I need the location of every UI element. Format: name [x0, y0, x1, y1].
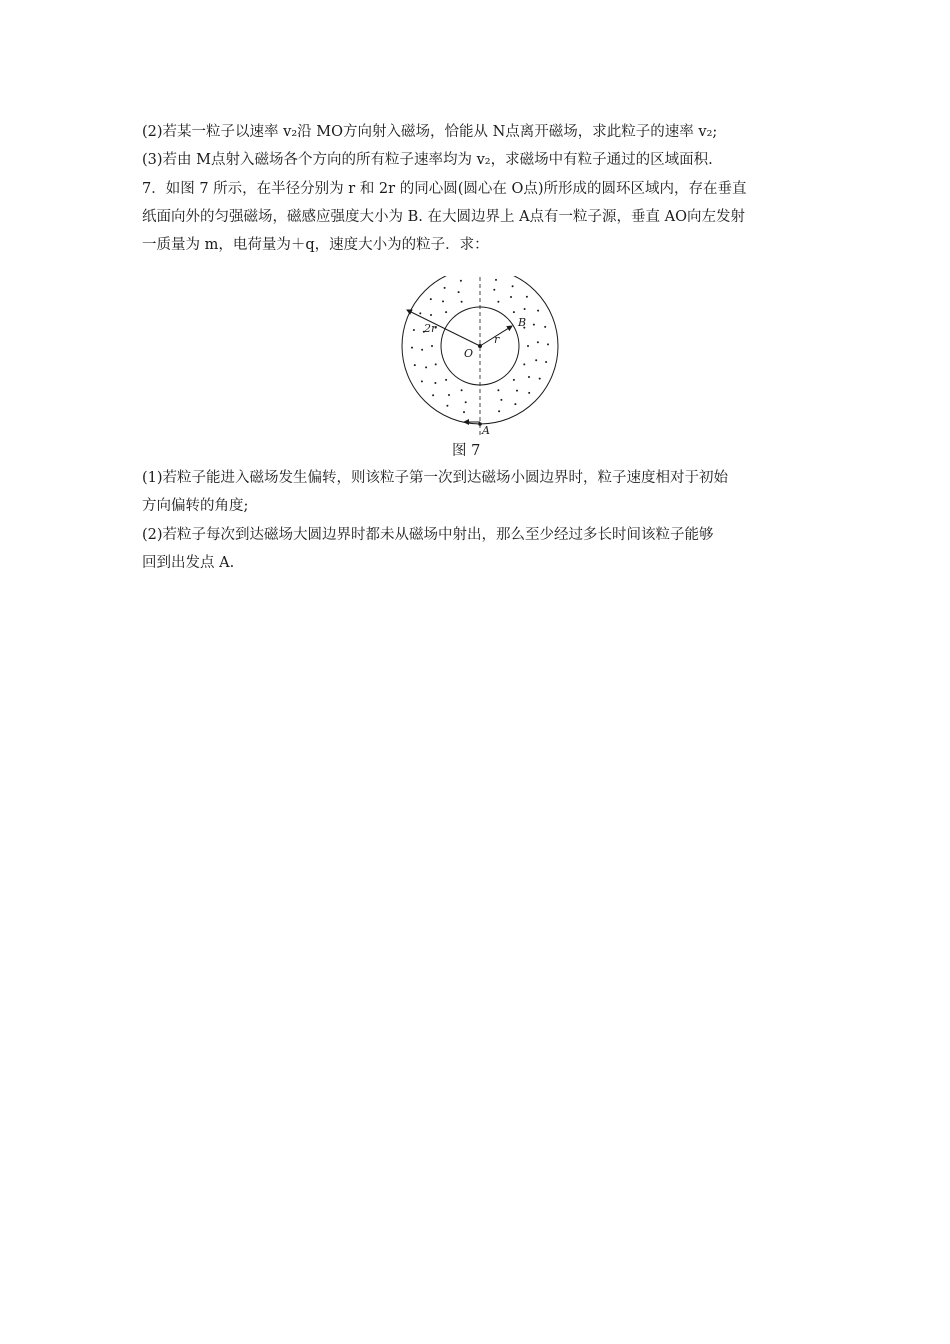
field-dot [524, 308, 526, 310]
radius-2r-arrow [407, 310, 480, 346]
field-dot [497, 389, 499, 391]
question-6-part-3: (3)若由 M点射入磁场各个方向的所有粒子速率均为 v₂，求磁场中有粒子通过的区域面积. [142, 152, 713, 168]
label-r: r [494, 333, 500, 346]
field-dot [432, 394, 434, 396]
field-dot [425, 366, 427, 368]
field-dot [446, 405, 448, 407]
concentric-circle-figure [398, 276, 564, 436]
question-7-line-1: 7．如图 7 所示，在半径分别为 r 和 2r 的同心圆(圆心在 O点)所形成的圆环区域内，存在垂直 [142, 181, 747, 197]
field-dot [547, 343, 549, 345]
question-7-part-1-line-1: (1)若粒子能进入磁场发生偏转，则该粒子第一次到达磁场小圆边界时，粒子速度相对于初始 [142, 470, 729, 486]
field-dot [414, 364, 416, 366]
field-dot [435, 363, 437, 365]
label-a: A [482, 424, 490, 436]
field-dot [513, 311, 515, 313]
field-dot [526, 296, 528, 298]
question-7-line-2: 纸面向外的匀强磁场，磁感应强度大小为 B. 在大圆边界上 A点有一粒子源，垂直 AO向左发射 [142, 209, 746, 225]
question-7-part-2-line-2: 回到出发点 A. [142, 555, 235, 571]
field-dot [421, 380, 423, 382]
field-dot [544, 326, 546, 328]
label-2r: 2r [424, 322, 437, 335]
field-dot [419, 312, 421, 314]
figure-svg [398, 276, 564, 436]
field-dot [430, 314, 432, 316]
field-dot [513, 379, 515, 381]
field-dot [411, 347, 413, 349]
field-dot [445, 311, 447, 313]
field-dot [527, 345, 529, 347]
field-dot [458, 291, 460, 293]
field-dot [413, 329, 415, 331]
field-dot [431, 345, 433, 347]
field-dot [535, 359, 537, 361]
field-dot [493, 289, 495, 291]
field-dot [523, 363, 525, 365]
field-dot [528, 376, 530, 378]
field-dot [448, 394, 450, 396]
field-dot [545, 361, 547, 363]
field-dot [539, 378, 541, 380]
field-dot [465, 401, 467, 403]
question-7-line-3: 一质量为 m，电荷量为＋q，速度大小为的粒子．求： [142, 237, 489, 253]
question-7-part-2-line-1: (2)若粒子每次到达磁场大圆边界时都未从磁场中射出，那么至少经过多长时间该粒子能够 [142, 527, 714, 543]
field-dot [537, 310, 539, 312]
field-dot [528, 392, 530, 394]
field-dot [500, 399, 502, 401]
field-dot [442, 300, 444, 302]
label-b: B [518, 316, 527, 329]
field-dot [498, 410, 500, 412]
field-dot [516, 390, 518, 392]
field-dot [445, 379, 447, 381]
field-dot [497, 301, 499, 303]
figure-caption: 图 7 [452, 443, 481, 459]
field-dot [421, 349, 423, 351]
field-dot [461, 301, 463, 303]
center-point [478, 344, 482, 348]
field-dot [461, 389, 463, 391]
field-dot [444, 287, 446, 289]
field-dot [510, 296, 512, 298]
question-7-part-1-line-2: 方向偏转的角度; [142, 498, 249, 514]
field-dot [533, 324, 535, 326]
field-dot [514, 403, 516, 405]
field-dot [537, 341, 539, 343]
field-dot [460, 280, 462, 282]
field-dot [495, 279, 497, 281]
label-o: O [464, 347, 474, 360]
field-dot [512, 285, 514, 287]
field-dot [430, 298, 432, 300]
field-dot [463, 411, 465, 413]
field-dot [434, 382, 436, 384]
question-6-part-2: (2)若某一粒子以速率 v₂沿 MO方向射入磁场，恰能从 N点离开磁场，求此粒子的速率 v₂; [142, 124, 718, 140]
